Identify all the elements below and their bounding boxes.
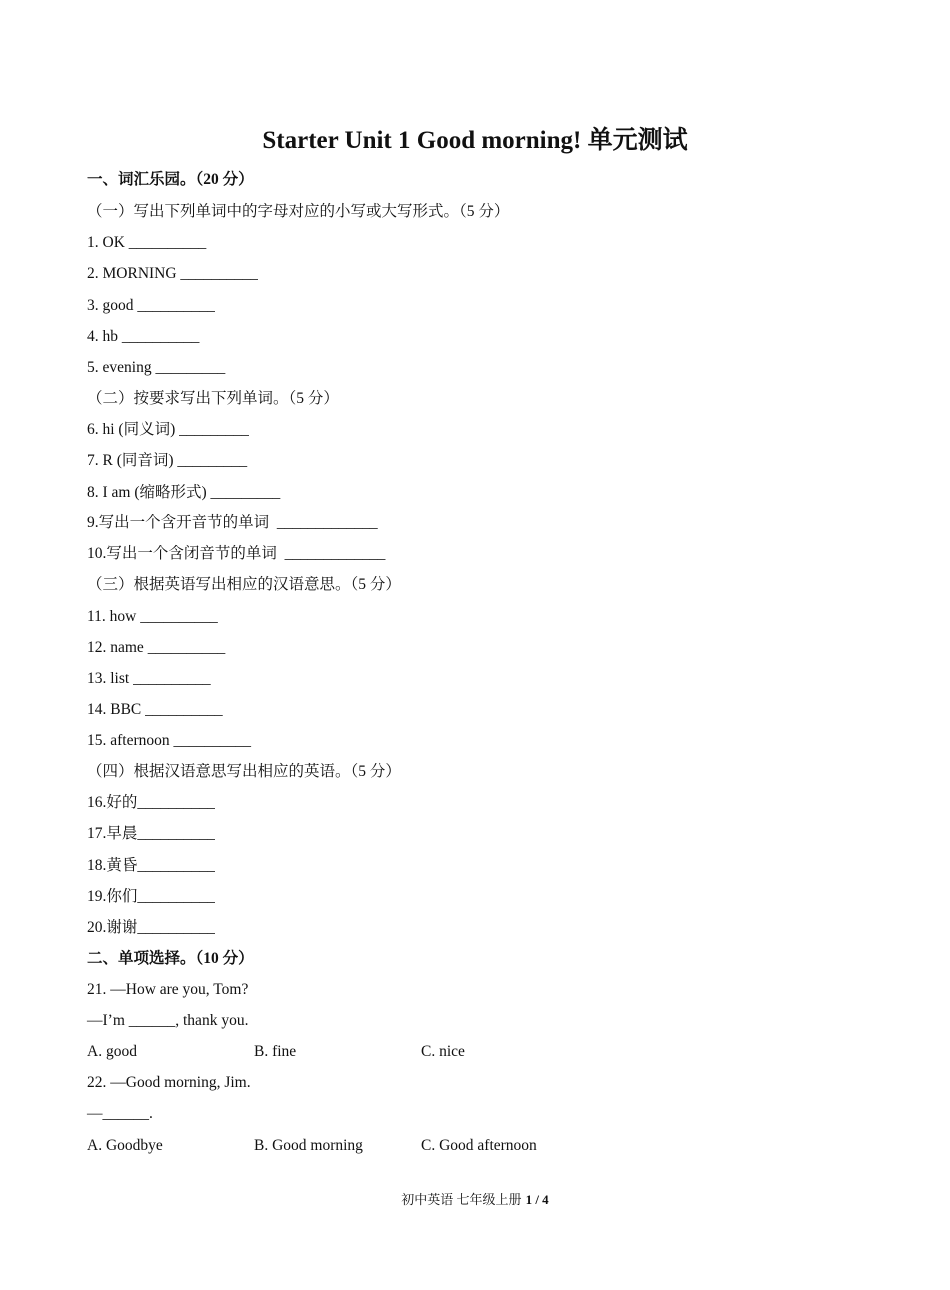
- question-13: 13. list __________: [87, 670, 211, 687]
- question-1: 1. OK __________: [87, 234, 207, 251]
- question-12: 12. name __________: [87, 639, 226, 656]
- question-21-option-b: B. fine: [254, 1043, 297, 1060]
- question-22-option-b: B. Good morning: [254, 1137, 363, 1154]
- question-20: 20.谢谢__________: [87, 919, 215, 936]
- question-21-option-a: A. good: [87, 1043, 137, 1060]
- part2-heading: （二）按要求写出下列单词。（5 分）: [87, 390, 339, 407]
- question-22-response: —______.: [87, 1105, 153, 1122]
- part1-heading: （一）写出下列单词中的字母对应的小写或大写形式。（5 分）: [87, 203, 510, 220]
- question-22-option-a: A. Goodbye: [87, 1137, 163, 1154]
- footer-label: 初中英语 七年级上册: [401, 1192, 522, 1207]
- page-footer: [0, 1190, 950, 1210]
- question-15: 15. afternoon __________: [87, 732, 252, 749]
- question-14: 14. BBC __________: [87, 701, 223, 718]
- question-3: 3. good __________: [87, 297, 215, 314]
- question-7: 7. R (同音词) _________: [87, 452, 248, 469]
- question-4: 4. hb __________: [87, 328, 200, 345]
- question-22-option-c: C. Good afternoon: [421, 1137, 537, 1154]
- page-title: Starter Unit 1 Good morning! 单元测试: [262, 127, 688, 154]
- question-17: 17.早晨__________: [87, 825, 215, 842]
- question-21-option-c: C. nice: [421, 1043, 465, 1060]
- question-21-prompt: 21. —How are you, Tom?: [87, 981, 249, 998]
- question-18: 18.黄昏__________: [87, 857, 215, 874]
- section2-heading: 二、单项选择。（10 分）: [87, 950, 254, 967]
- question-10: 10.写出一个含闭音节的单词 _____________: [87, 545, 386, 562]
- question-5: 5. evening _________: [87, 359, 226, 376]
- question-6: 6. hi (同义词) _________: [87, 421, 249, 438]
- section1-heading: 一、词汇乐园。（20 分）: [87, 171, 254, 188]
- part3-heading: （三）根据英语写出相应的汉语意思。（5 分）: [87, 576, 401, 593]
- question-22-prompt: 22. —Good morning, Jim.: [87, 1074, 251, 1091]
- question-8: 8. I am (缩略形式) _________: [87, 484, 281, 501]
- question-2: 2. MORNING __________: [87, 265, 258, 282]
- question-9: 9.写出一个含开音节的单词 _____________: [87, 514, 378, 531]
- question-19: 19.你们__________: [87, 888, 215, 905]
- question-11: 11. how __________: [87, 608, 218, 625]
- question-16: 16.好的__________: [87, 794, 215, 811]
- question-21-response: —I’m ______, thank you.: [87, 1012, 249, 1029]
- page-number: 1 / 4: [525, 1192, 549, 1207]
- part4-heading: （四）根据汉语意思写出相应的英语。（5 分）: [87, 763, 401, 780]
